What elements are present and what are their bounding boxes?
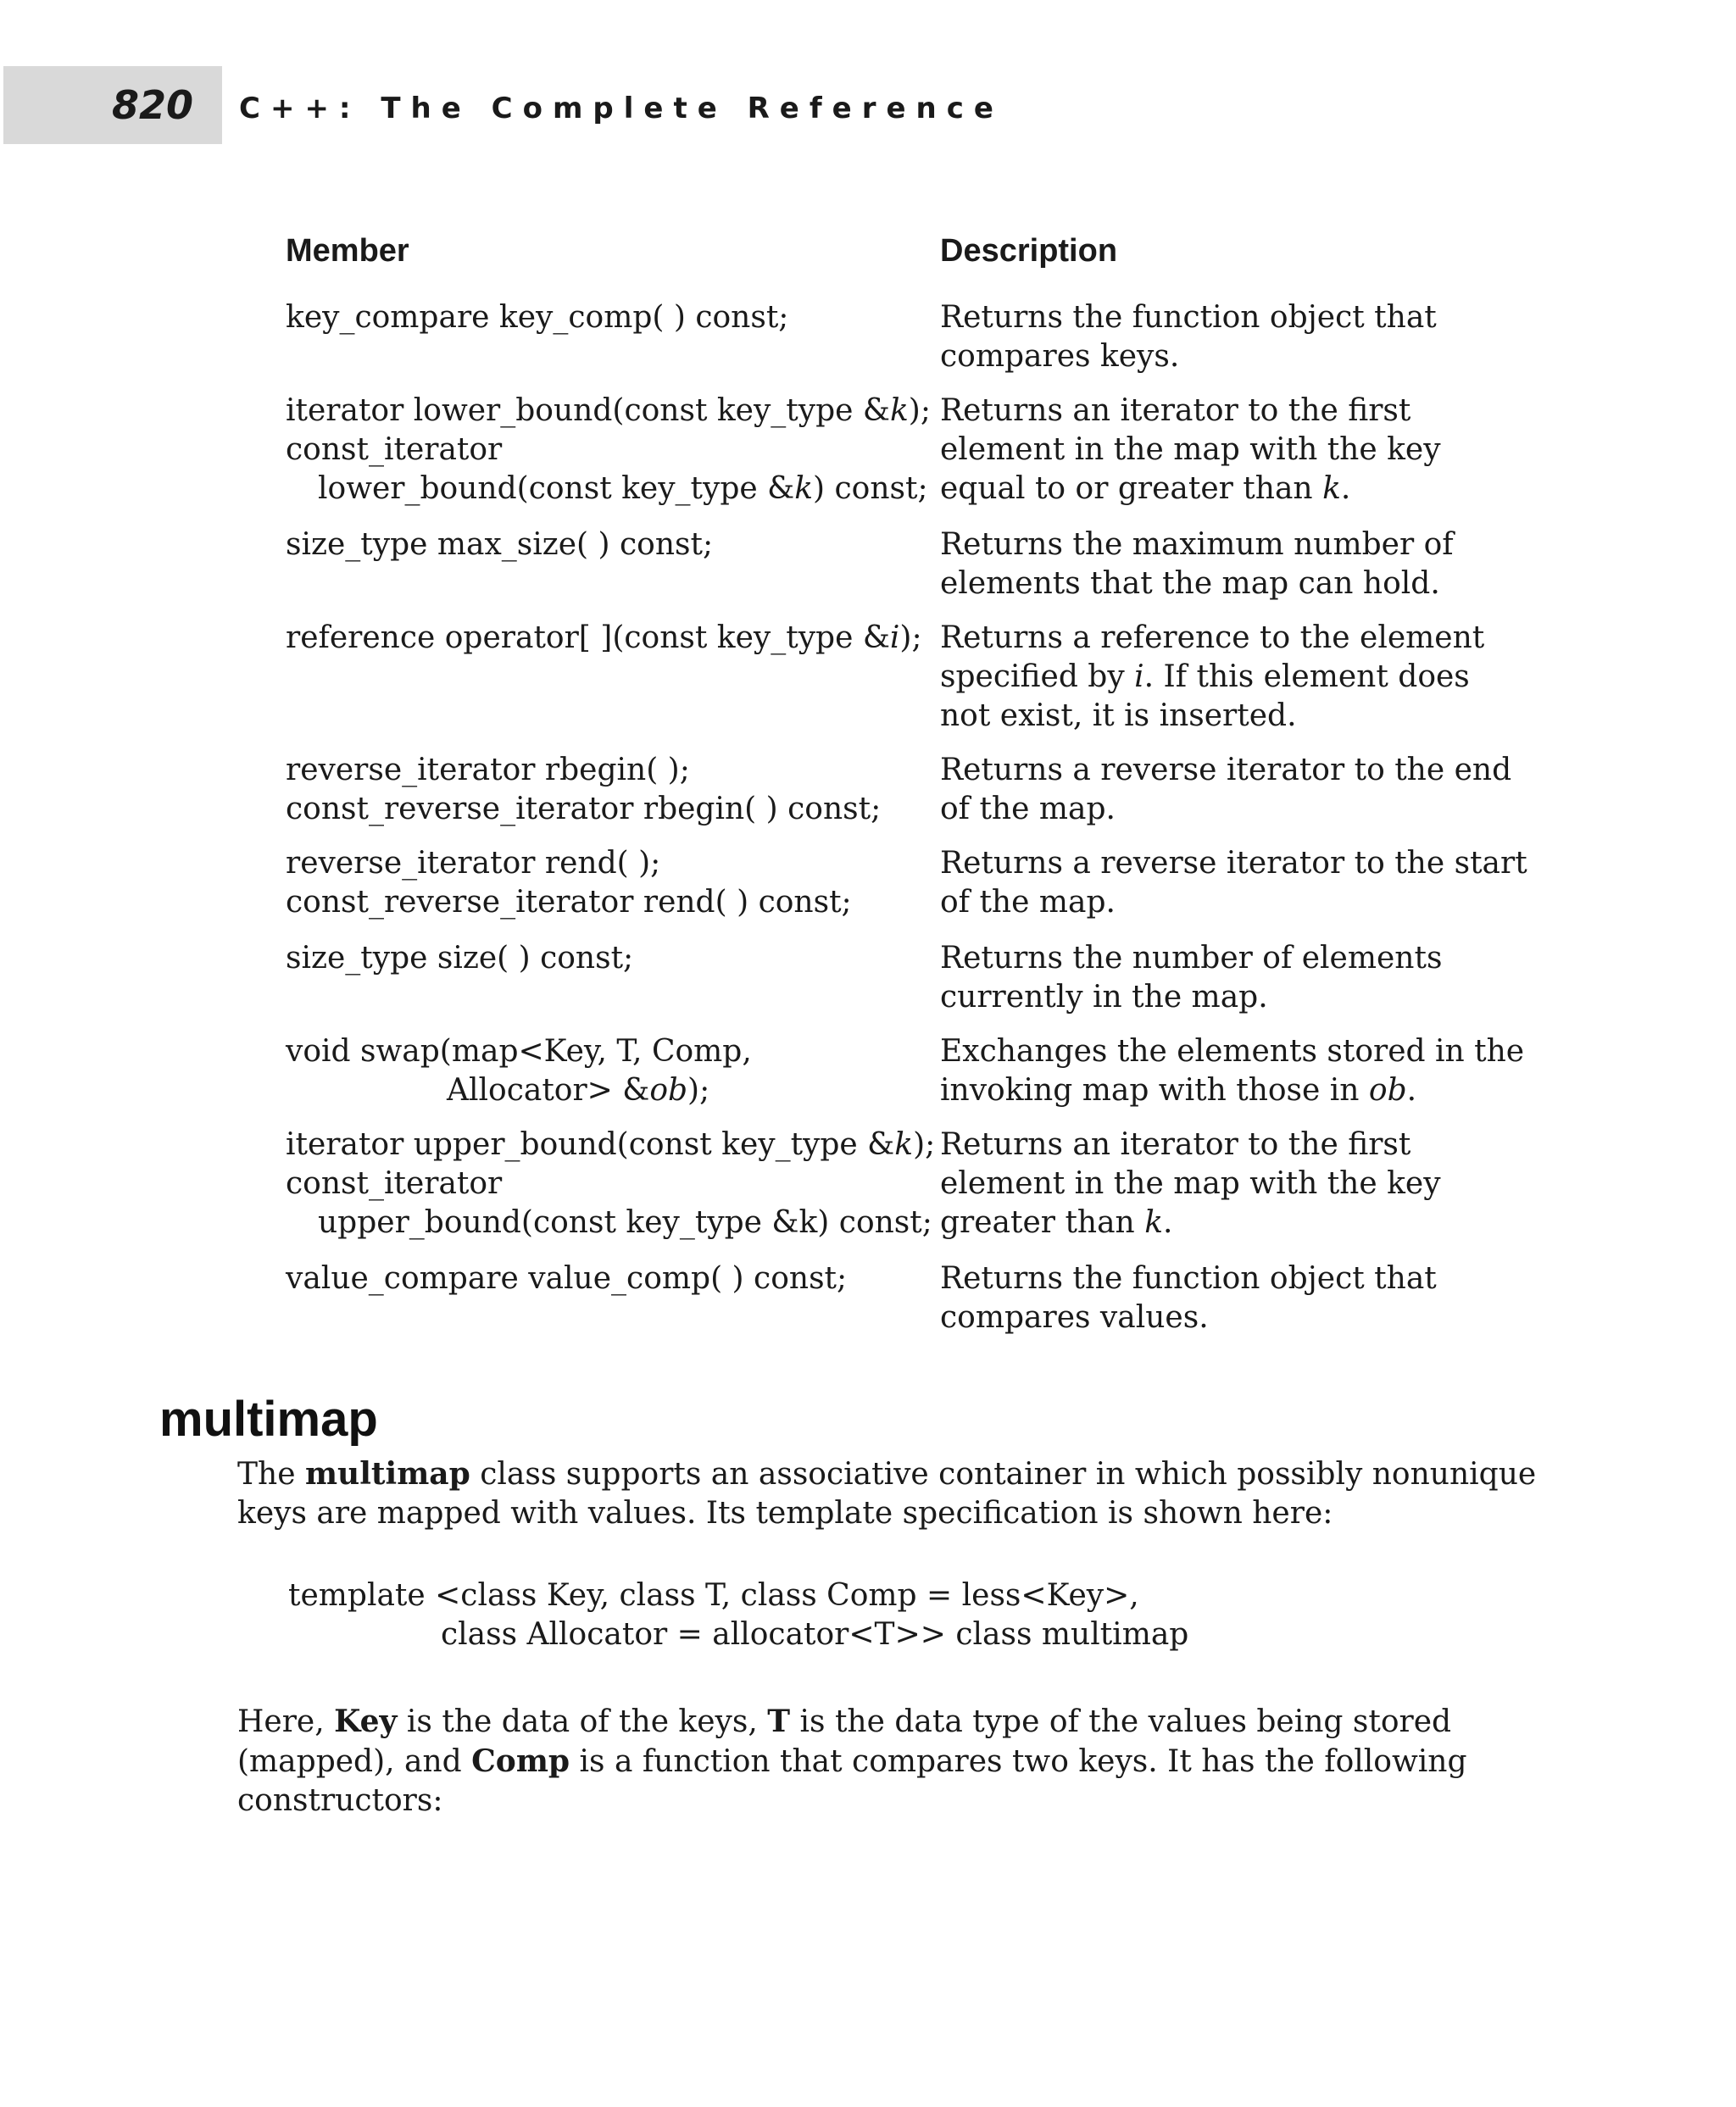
member-cell: size_type size( ) const; <box>286 941 634 976</box>
member-cell: size_type max_size( ) const; <box>286 527 714 562</box>
member-cell: void swap(map<Key, T, Comp, Allocator> &ob); <box>286 1034 752 1108</box>
description-cell: Returns the number of elements currently in the map. <box>940 941 1443 1015</box>
description-cell: Returns a reverse iterator to the start of the map. <box>940 846 1527 920</box>
description-cell: Exchanges the elements stored in the invoking map with those in ob. <box>940 1034 1525 1108</box>
section-heading: multimap <box>159 1392 378 1447</box>
body-paragraph: Here, Key is the data of the keys, T is the data type of the values being stored (mapped), and Comp is a function that compares two keys. It has the following constructors: <box>237 1704 1467 1818</box>
member-cell: key_compare key_comp( ) const; <box>286 300 789 335</box>
member-cell: iterator lower_bound(const key_type &k); const_iterator lower_bound(const key_type &k) const; <box>286 393 931 506</box>
description-cell: Returns a reverse iterator to the end of the map. <box>940 753 1512 826</box>
member-cell: iterator upper_bound(const key_type &k); const_iterator upper_bound(const key_type &k) const; <box>286 1127 936 1240</box>
description-cell: Returns an iterator to the first element in the map with the key greater than k. <box>940 1127 1441 1240</box>
running-head: C++: The Complete Reference <box>239 92 1004 125</box>
description-cell: Returns the function object that compares keys. <box>940 300 1437 374</box>
page-number: 820 <box>112 82 194 128</box>
member-cell: reference operator[ ](const key_type &i); <box>286 620 922 655</box>
template-code: template <class Key, class T, class Comp = less<Key>, class Allocator = allocator<T>> class multimap <box>288 1578 1189 1652</box>
table-header-description: Description <box>940 233 1118 269</box>
member-cell: reverse_iterator rbegin( ); const_reverse_iterator rbegin( ) const; <box>286 753 882 826</box>
intro-paragraph: The multimap class supports an associative container in which possibly nonunique keys are mapped with values. Its template specification is shown here: <box>237 1456 1537 1531</box>
description-cell: Returns the function object that compares values. <box>940 1261 1437 1335</box>
description-cell: Returns the maximum number of elements that the map can hold. <box>940 527 1454 601</box>
member-cell: value_compare value_comp( ) const; <box>286 1261 848 1296</box>
description-cell: Returns a reference to the element specified by i. If this element does not exist, it is inserted. <box>940 620 1485 733</box>
member-cell: reverse_iterator rend( ); const_reverse_iterator rend( ) const; <box>286 846 852 920</box>
description-cell: Returns an iterator to the first element in the map with the key equal to or greater than k. <box>940 393 1441 506</box>
table-header-member: Member <box>286 233 409 269</box>
